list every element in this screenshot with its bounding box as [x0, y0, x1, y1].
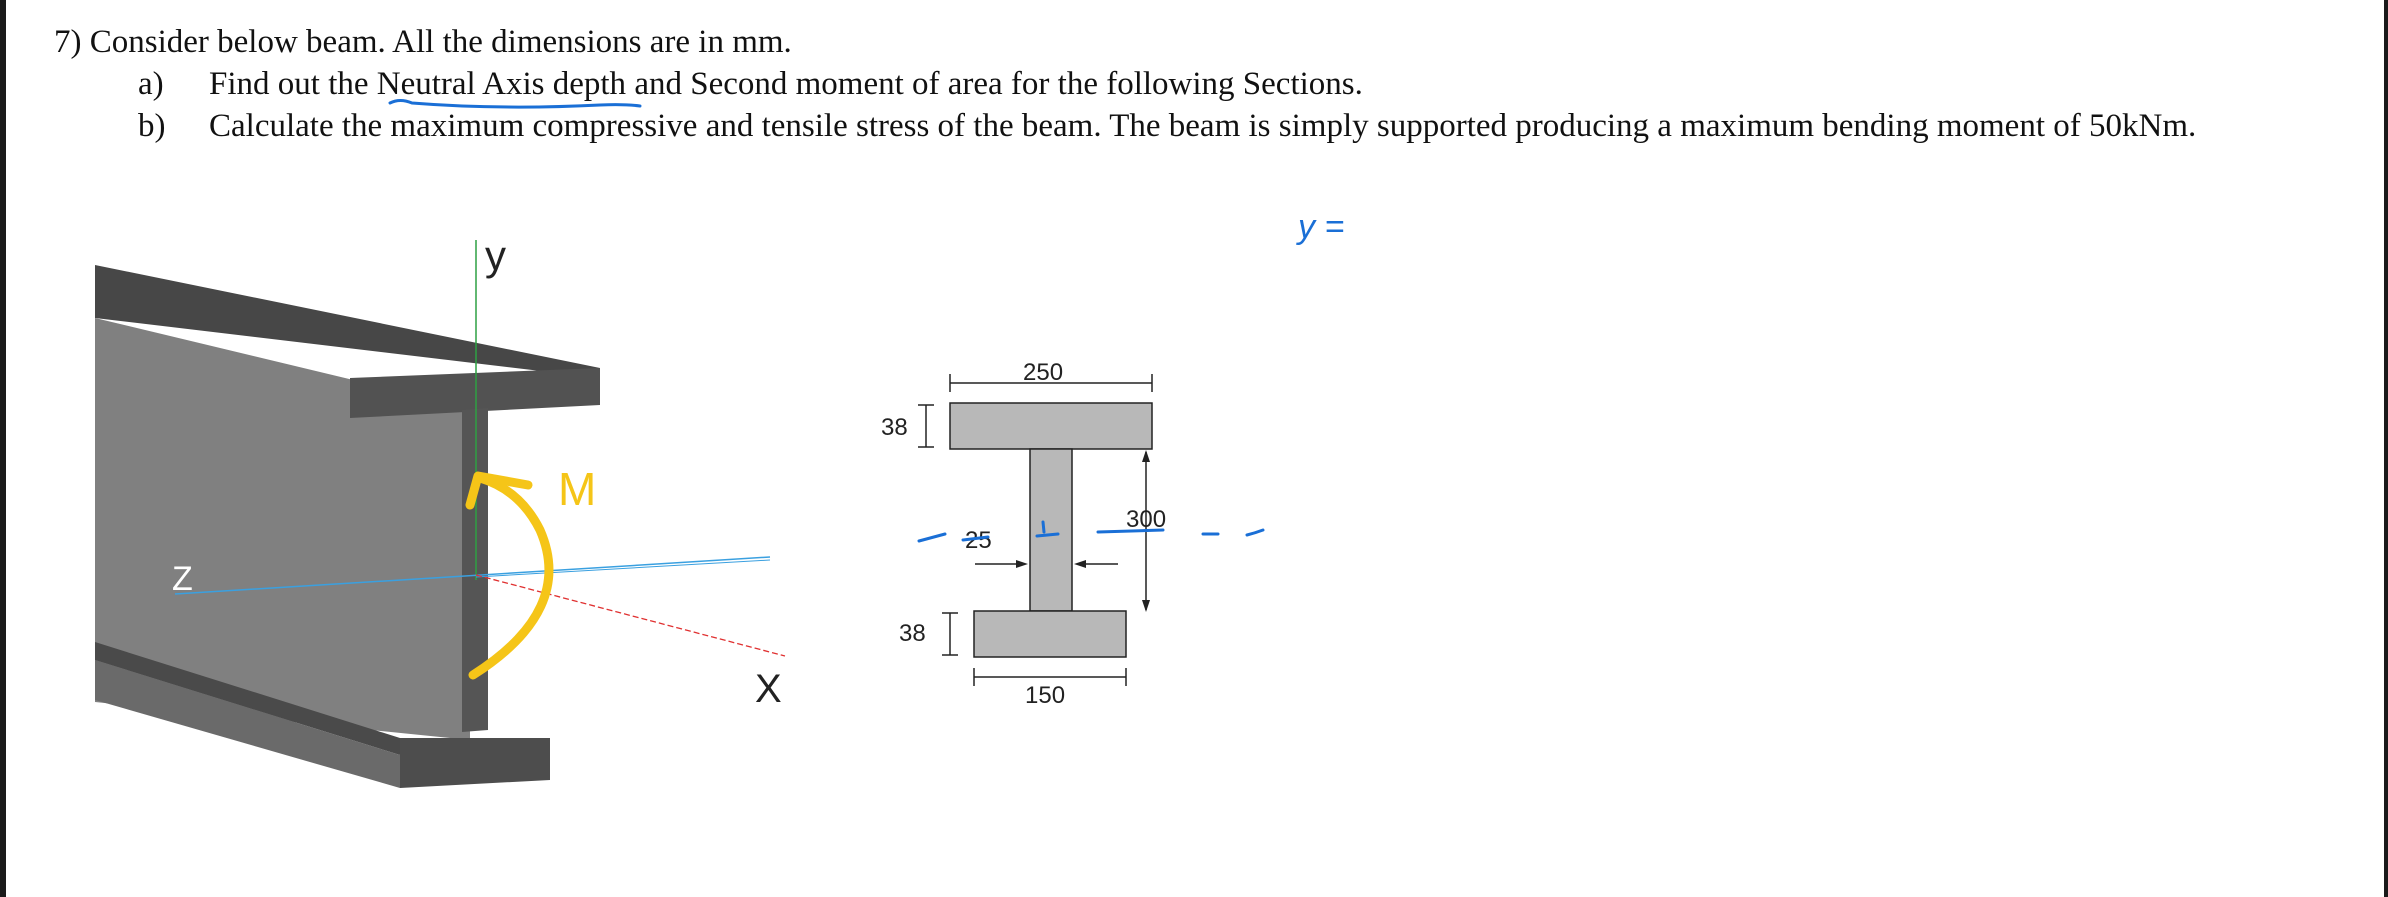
neutral-axis-highlight: Neutral Axis depth — [376, 66, 627, 102]
dim-web-thickness-arrowhead-left — [1016, 560, 1028, 568]
bottom-flange-front-face — [400, 738, 550, 788]
dim-web-height-arrow-top — [1142, 450, 1150, 462]
moment-label: M — [558, 463, 597, 515]
web-end-face — [462, 408, 488, 732]
i-beam-3d — [95, 265, 600, 788]
part-b-text: Calculate the maximum compressive and tensile stress of the beam. The beam is simply supported producing a maximum bending moment of 50kNm. — [209, 108, 2197, 144]
handwritten-note: y = — [1298, 208, 1345, 246]
z-axis-label: Z — [172, 560, 193, 598]
web — [1030, 449, 1072, 611]
top-flange — [950, 403, 1152, 449]
highlight-underline — [390, 101, 640, 108]
dim-bottom-flange-thickness: 38 — [899, 620, 926, 647]
x-axis-label: X — [755, 667, 782, 711]
dim-web-thickness: 25 — [965, 527, 992, 554]
dim-web-height-arrow-bottom — [1142, 600, 1150, 612]
dim-top-flange-width: 250 — [1023, 359, 1064, 386]
cross-section — [881, 359, 1166, 709]
part-a-text-after: and Second moment of area for the following Sections. — [626, 66, 1363, 102]
question-title: 7) Consider below beam. All the dimensions are in mm. — [54, 24, 792, 60]
x-axis-line — [476, 575, 785, 656]
dim-web-thickness-arrowhead-right — [1074, 560, 1086, 568]
z-axis-line-2 — [476, 560, 770, 577]
bottom-flange — [974, 611, 1126, 657]
part-a-text-before: Find out the — [209, 66, 377, 102]
part-b-marker: b) — [138, 108, 166, 144]
dim-bottom-flange-width: 150 — [1025, 682, 1066, 709]
part-a-marker: a) — [138, 66, 164, 102]
dim-top-flange-thickness: 38 — [881, 414, 908, 441]
dim-web-height: 300 — [1126, 506, 1167, 533]
y-axis-label: y — [485, 232, 506, 279]
